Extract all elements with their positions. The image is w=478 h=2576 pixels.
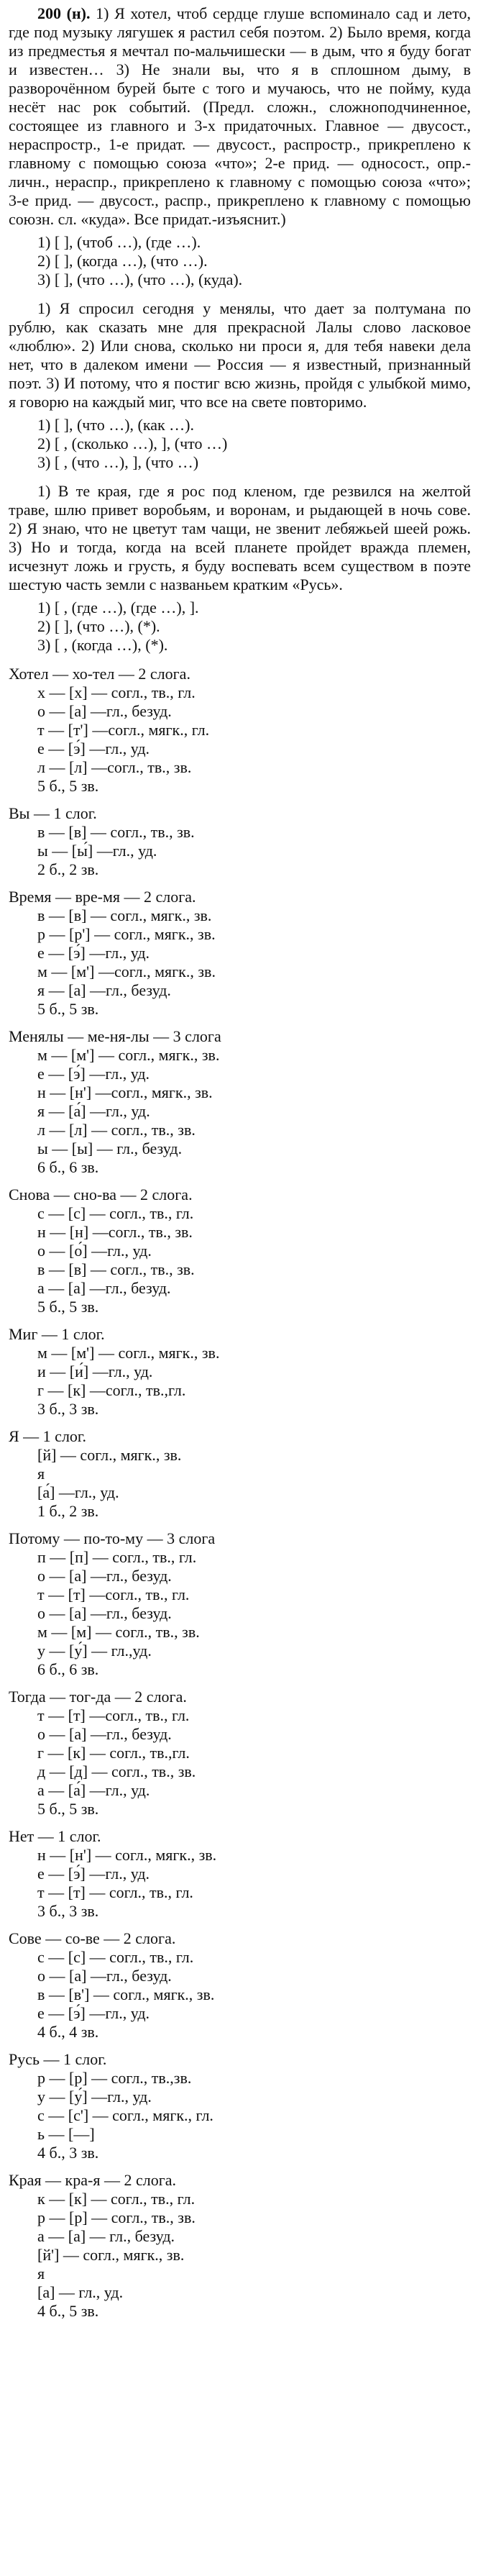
word-heading: Менялы — ме-ня-лы — 3 слога bbox=[9, 1027, 221, 1045]
sound-line: 5 б., 5 зв. bbox=[37, 1298, 99, 1316]
sound-line: о — [а] —гл., безуд. bbox=[37, 702, 172, 720]
sound-line: с — [с] — согл., тв., гл. bbox=[37, 1204, 194, 1222]
sound-line: о — [о́] —гл., уд. bbox=[37, 1242, 152, 1260]
sound-line: [а́] —гл., уд. bbox=[37, 1483, 119, 1501]
sound-line: я — [а́] —гл., уд. bbox=[37, 1102, 150, 1120]
sound-line: н — [н'] — согл., мягк., зв. bbox=[37, 1846, 217, 1864]
sound-line: ы — [ы́] —гл., уд. bbox=[37, 842, 157, 860]
word-analysis bbox=[9, 1929, 471, 2042]
sound-line: м — [м] — согл., тв., зв. bbox=[37, 1623, 200, 1641]
word-heading: Русь — 1 слог. bbox=[9, 2050, 107, 2068]
exercise-text bbox=[9, 4, 471, 229]
sound-line: а — [а] — гл., безуд. bbox=[37, 2227, 175, 2245]
sound-line: с — [с] — согл., тв., гл. bbox=[37, 1948, 194, 1966]
scheme: 2) [ ], (когда …), (что …). bbox=[37, 252, 208, 270]
schemes-block-2 bbox=[37, 416, 471, 472]
sound-line: 5 б., 5 зв. bbox=[37, 1800, 99, 1818]
sound-line: н — [н] —согл., тв., зв. bbox=[37, 1223, 193, 1241]
sound-line: 3 б., 3 зв. bbox=[37, 1902, 99, 1920]
scheme: 1) [ ], (чтоб …), (где …). bbox=[37, 233, 201, 251]
sound-line: с — [с'] — согл., мягк., гл. bbox=[37, 2106, 213, 2124]
sound-line: о — [а] —гл., безуд. bbox=[37, 1567, 172, 1585]
schemes-block-3 bbox=[37, 599, 471, 655]
sound-line: л — [л] — согл., тв., зв. bbox=[37, 1121, 196, 1139]
phonetic-analysis bbox=[9, 665, 471, 2321]
sound-line: 4 б., 5 зв. bbox=[37, 2302, 99, 2320]
word-analysis bbox=[9, 665, 471, 796]
sound-line: а — [а́] —гл., уд. bbox=[37, 1781, 150, 1799]
sound-line: 3 б., 3 зв. bbox=[37, 1400, 99, 1418]
word-analysis bbox=[9, 804, 471, 879]
sound-line: и — [и́] —гл., уд. bbox=[37, 1362, 153, 1380]
sound-line: р — [р'] — согл., мягк., зв. bbox=[37, 925, 216, 943]
word-heading: Миг — 1 слог. bbox=[9, 1325, 105, 1343]
sound-line: м — [м'] —согл., мягк., зв. bbox=[37, 962, 216, 980]
sound-line: г — [к] —согл., тв.,гл. bbox=[37, 1381, 186, 1399]
word-analysis bbox=[9, 1688, 471, 1819]
sound-line: ь — [—] bbox=[37, 2125, 95, 2143]
sound-line: р — [р] — согл., тв., зв. bbox=[37, 2208, 196, 2226]
scheme: 3) [ , (когда …), (*). bbox=[37, 636, 168, 654]
sound-line: е — [э́] —гл., уд. bbox=[37, 1065, 150, 1083]
sound-line: 2 б., 2 зв. bbox=[37, 860, 99, 878]
word-heading: Потому — по-то-му — 3 слога bbox=[9, 1529, 216, 1547]
sound-line: [й] — согл., мягк., зв. bbox=[37, 1446, 182, 1464]
sound-line: т — [т'] —согл., мягк., гл. bbox=[37, 721, 210, 739]
paragraph-2: 1) Я спросил сегодня у менялы, что дает за полтумана по рублю, как сказать мне для прекрасной Лалы слово ласковое «люблю». 2) Или снова, сколько ни проси я, для тебя навеки дела нет, что в далеком имени — Россия — я известный, признанный поэт. 3) И потому, что я постиг всю жизнь, пройдя с улыбкой мимо, я говорю на каждый миг, что все на свете повторимо. bbox=[9, 299, 471, 411]
schemes-block-1 bbox=[37, 233, 471, 289]
sound-line: о — [а] —гл., безуд. bbox=[37, 1725, 172, 1743]
sound-line: е — [э́] —гл., уд. bbox=[37, 1865, 150, 1883]
sound-line: 5 б., 5 зв. bbox=[37, 777, 99, 795]
sound-line: 1 б., 2 зв. bbox=[37, 1502, 99, 1520]
sound-line: т — [т] —согл., тв., гл. bbox=[37, 1706, 190, 1724]
scheme: 1) [ , (где …), (где …), ]. bbox=[37, 599, 199, 616]
sound-line: в — [в'] — согл., мягк., зв. bbox=[37, 1985, 215, 2003]
scheme: 1) [ ], (что …), (как …). bbox=[37, 416, 194, 434]
scheme: 2) [ , (сколько …), ], (что …) bbox=[37, 434, 228, 452]
word-heading: Я — 1 слог. bbox=[9, 1427, 86, 1445]
sound-line: м — [м'] — согл., мягк., зв. bbox=[37, 1344, 220, 1362]
sound-line: 4 б., 4 зв. bbox=[37, 2023, 99, 2041]
sound-line: г — [к] — согл., тв.,гл. bbox=[37, 1744, 190, 1762]
sound-line: а — [а] —гл., безуд. bbox=[37, 1279, 171, 1297]
word-analysis bbox=[9, 1027, 471, 1177]
sound-line: м — [м'] — согл., мягк., зв. bbox=[37, 1046, 220, 1064]
sound-line: л — [л] —согл., тв., зв. bbox=[37, 758, 192, 776]
sound-line: т — [т] —согл., тв., гл. bbox=[37, 1585, 190, 1603]
word-analysis bbox=[9, 1325, 471, 1419]
word-analysis bbox=[9, 888, 471, 1019]
sound-line: у — [у́] —гл., уд. bbox=[37, 2088, 152, 2106]
sound-line: я — [а] —гл., безуд. bbox=[37, 981, 171, 999]
exercise-number: 200 (н). bbox=[37, 4, 91, 22]
sound-line: о — [а] —гл., безуд. bbox=[37, 1967, 172, 1985]
word-heading: Края — кра-я — 2 слога. bbox=[9, 2171, 176, 2189]
sound-line: в — [в] — согл., тв., зв. bbox=[37, 1260, 195, 1278]
sound-line: я bbox=[37, 2265, 45, 2283]
word-analysis bbox=[9, 1427, 471, 1521]
word-analysis bbox=[9, 1185, 471, 1316]
word-heading: Сове — со-ве — 2 слога. bbox=[9, 1929, 176, 1947]
word-analysis bbox=[9, 1827, 471, 1921]
scheme: 3) [ , (что …), ], (что …) bbox=[37, 453, 199, 471]
sound-line: д — [д] — согл., тв., зв. bbox=[37, 1762, 196, 1780]
word-heading: Нет — 1 слог. bbox=[9, 1827, 101, 1845]
sound-line: к — [к] — согл., тв., гл. bbox=[37, 2190, 196, 2208]
scheme: 2) [ ], (что …), (*). bbox=[37, 617, 160, 635]
sound-line: р — [р] — согл., тв.,зв. bbox=[37, 2069, 192, 2087]
exercise-body: 1) Я хотел, чтоб сердце глуше вспоминало сад и лето, где под музыку лягушек я растил себя поэтом. 2) Было время, когда из предместья я мечтал по-мальчишески — в дым, что я буду богат и известен… 3) Не знали вы, что я в сплошном дыму, в разворочённом бурей быте с того и мучаюсь, что не пойму, куда несёт нас рок событий. (Предл. сложн., сложноподчиненное, состоящее из главного и 3-х придаточных. Главное — двусост., нераспростр., 1-е придат. — двусост., распростр., прикреплено к главному с помощью союза «что»; 2-е прид. — односост., опр.-личн., нераспр., прикреплено к главному с помощью союза «что»; 3-е прид. — двусост., распр., прикреплено к главному с помощью союзн. сл. «куда». Все придат.-изъяснит.) bbox=[9, 4, 472, 228]
word-heading: Время — вре-мя — 2 слога. bbox=[9, 888, 196, 906]
sound-line: 5 б., 5 зв. bbox=[37, 1000, 99, 1018]
sound-line: н — [н'] —согл., мягк., зв. bbox=[37, 1083, 213, 1101]
sound-line: в — [в] — согл., тв., зв. bbox=[37, 823, 195, 841]
sound-line: о — [а] —гл., безуд. bbox=[37, 1604, 172, 1622]
sound-line: у — [у́] — гл.,уд. bbox=[37, 1642, 152, 1660]
sound-line: 6 б., 6 зв. bbox=[37, 1660, 99, 1678]
sound-line: [й'] — согл., мягк., зв. bbox=[37, 2246, 185, 2264]
word-analysis bbox=[9, 2171, 471, 2321]
sound-line: е — [э́] —гл., уд. bbox=[37, 944, 150, 962]
paragraph-3: 1) В те края, где я рос под кленом, где резвился на желтой траве, шлю привет воробьям, и воронам, и рыдающей в ночь сове. 2) Я знаю, что не цветут там чащи, не звенит лебяжьей шеей рожь. 3) Но и тогда, когда на всей планете пройдет вражда племен, исчезнут ложь и грусть, я буду воспевать всем существом в поэте шестую часть земли с названьем кратким «Русь». bbox=[9, 482, 471, 593]
sound-line: т — [т] — согл., тв., гл. bbox=[37, 1883, 193, 1901]
sound-line: ы — [ы] — гл., безуд. bbox=[37, 1139, 183, 1157]
sound-line: 4 б., 3 зв. bbox=[37, 2144, 99, 2162]
word-heading: Хотел — хо-тел — 2 слога. bbox=[9, 665, 190, 683]
sound-line: [а] — гл., уд. bbox=[37, 2283, 124, 2301]
word-analysis bbox=[9, 2050, 471, 2162]
sound-line: 6 б., 6 зв. bbox=[37, 1158, 99, 1176]
sound-line: я bbox=[37, 1465, 45, 1483]
word-heading: Вы — 1 слог. bbox=[9, 804, 97, 822]
sound-line: е — [э́] —гл., уд. bbox=[37, 2004, 150, 2022]
sound-line: х — [х] — согл., тв., гл. bbox=[37, 683, 196, 701]
sound-line: е — [э́] —гл., уд. bbox=[37, 739, 150, 757]
word-heading: Тогда — тог-да — 2 слога. bbox=[9, 1688, 187, 1706]
sound-line: в — [в] — согл., мягк., зв. bbox=[37, 906, 212, 924]
word-heading: Снова — сно-ва — 2 слога. bbox=[9, 1185, 193, 1203]
scheme: 3) [ ], (что …), (что …), (куда). bbox=[37, 270, 243, 288]
word-analysis bbox=[9, 1529, 471, 1679]
sound-line: п — [п] — согл., тв., гл. bbox=[37, 1548, 197, 1566]
